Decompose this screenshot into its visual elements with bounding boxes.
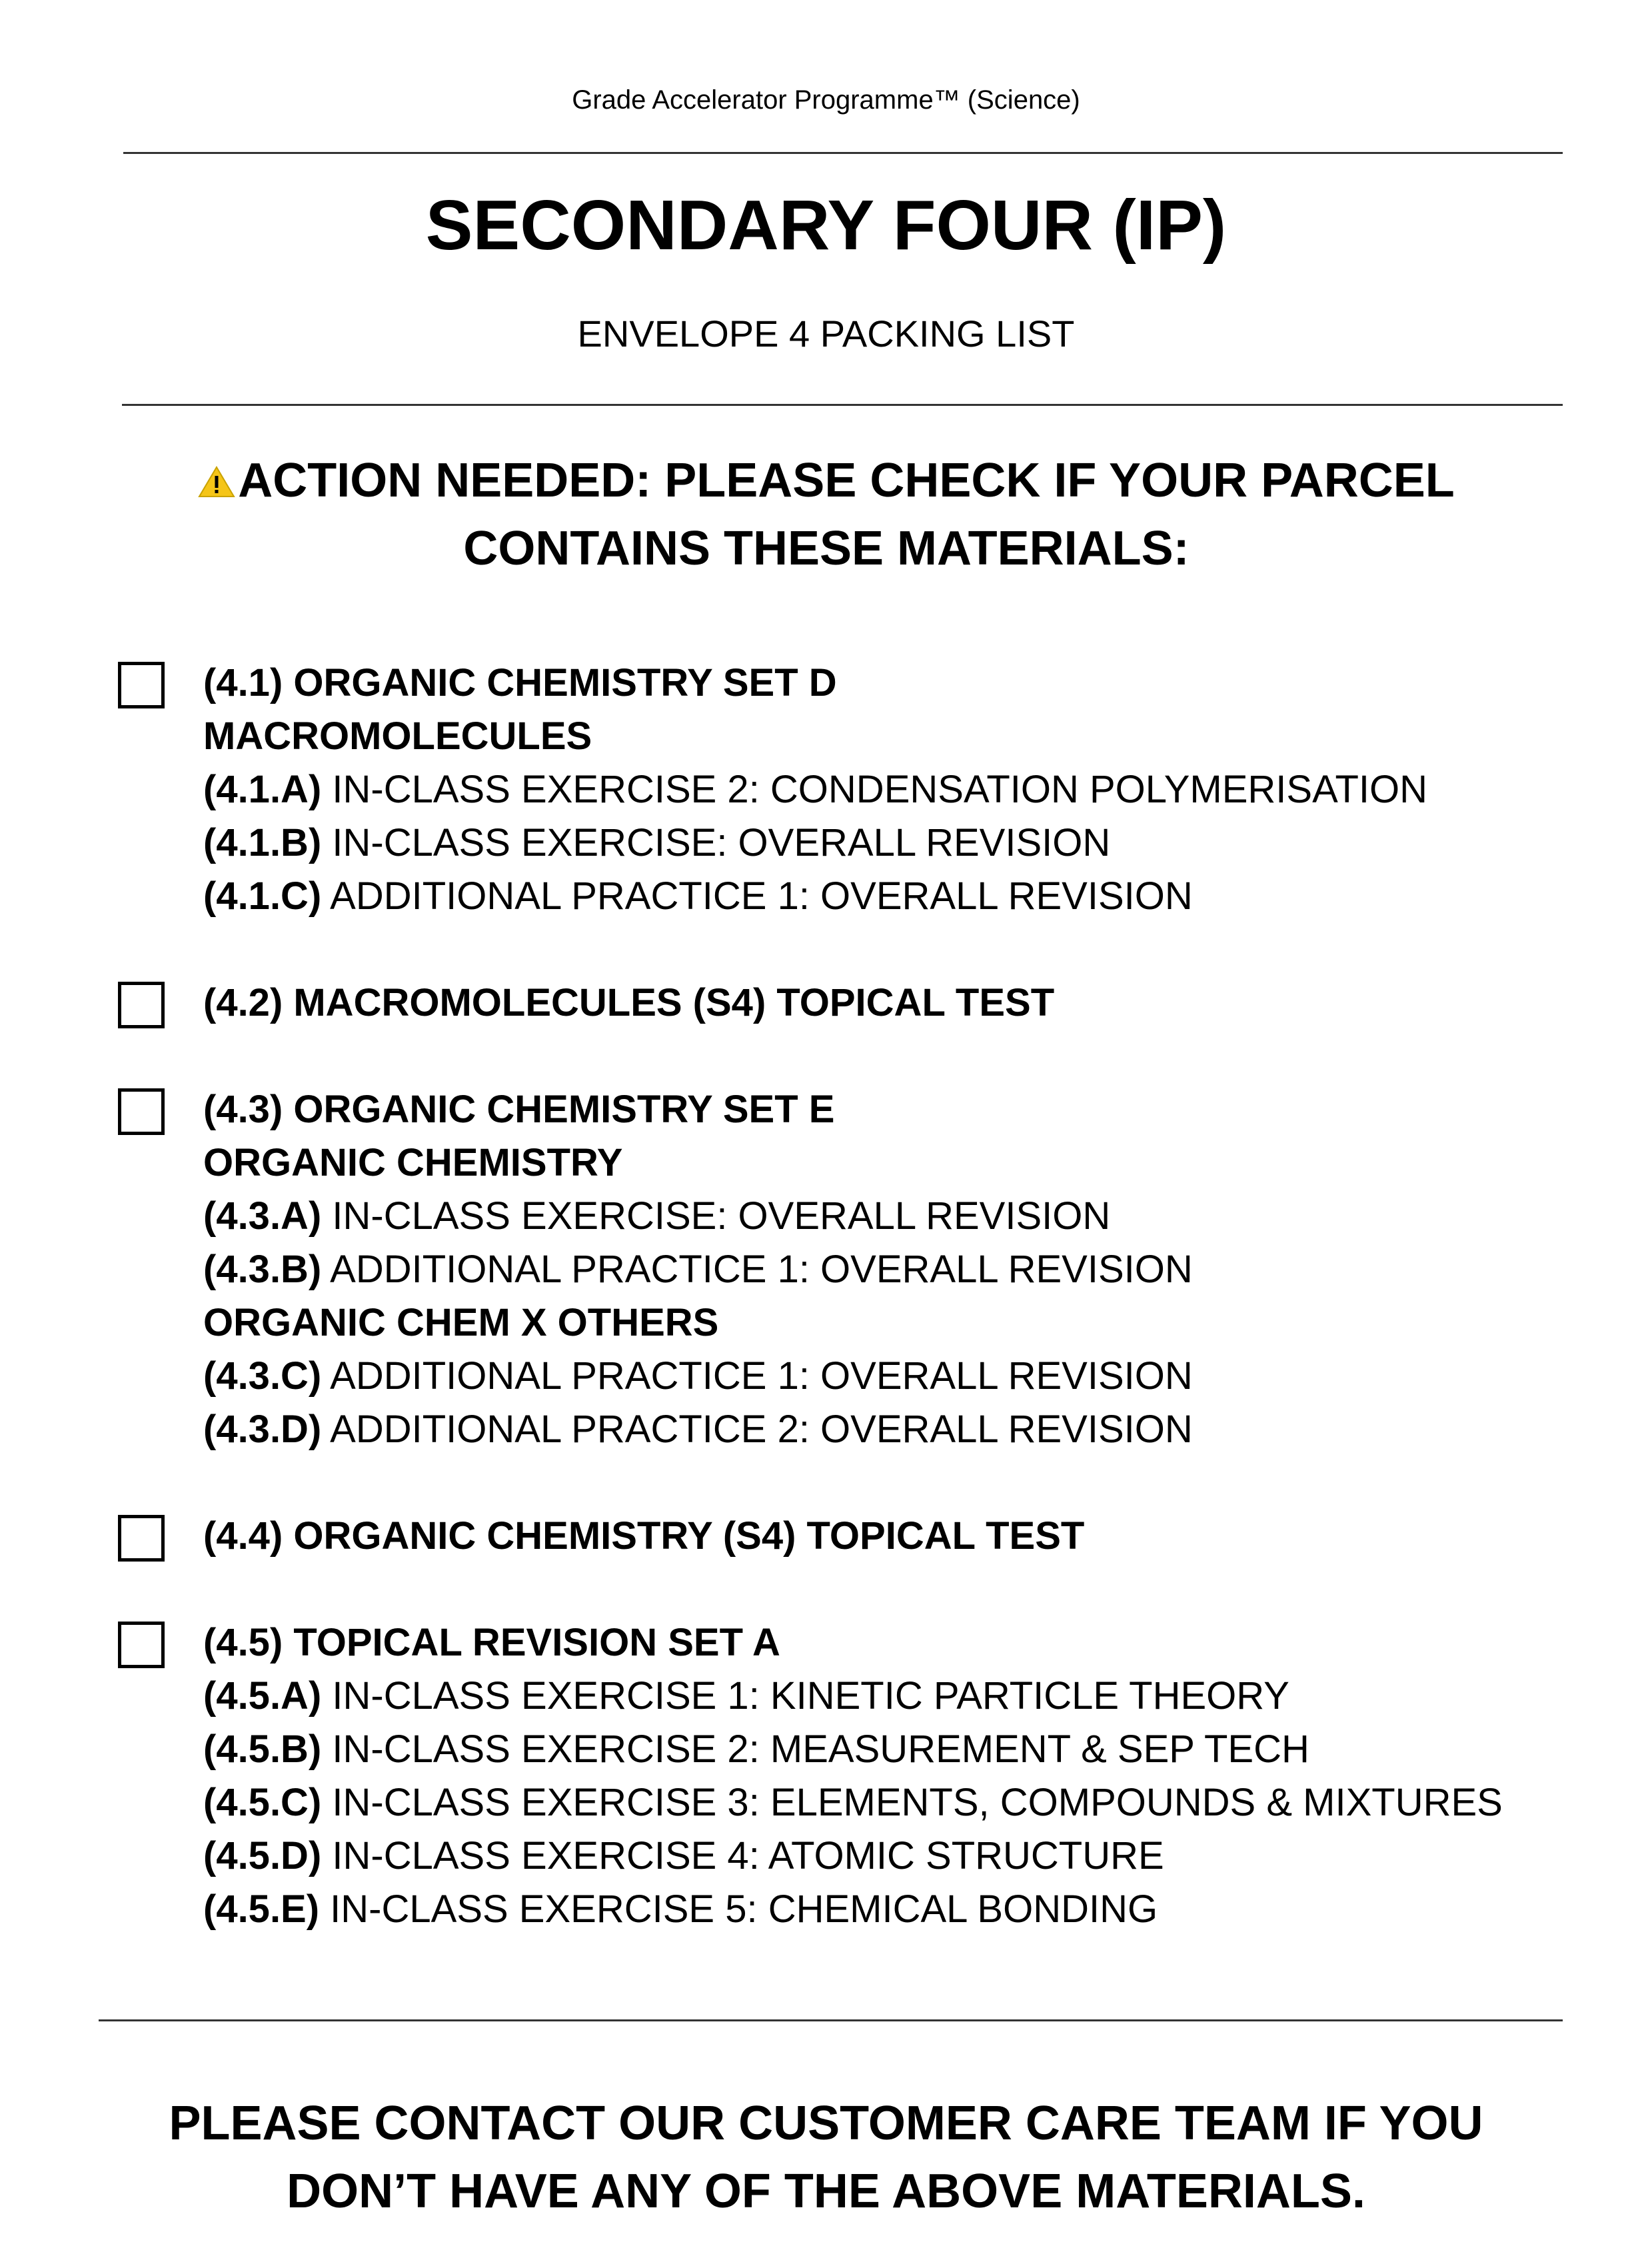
sub-item [203,1723,1652,1776]
sub-item-code: (4.5.A) [203,1674,322,1717]
sub-item-text: IN-CLASS EXERCISE 2: MEASUREMENT & SEP TECH [321,1727,1309,1771]
sub-item [203,816,1652,870]
sub-item-code: (4.5.E) [203,1887,320,1931]
sub-item-text: IN-CLASS EXERCISE 5: CHEMICAL BONDING [319,1887,1158,1931]
action-line-1 [133,447,1519,515]
item-title: (4.3) ORGANIC CHEMISTRY SET E [203,1088,835,1131]
list-item [0,1510,1652,1563]
sub-item-code: (4.1.C) [203,874,322,918]
sub-item-code: (4.5.B) [203,1727,322,1771]
sub-item-code: (4.3.B) [203,1248,322,1291]
item-checkbox[interactable] [118,662,165,708]
item-title: (4.4) ORGANIC CHEMISTRY (S4) TOPICAL TEST [203,1514,1085,1558]
sub-item-code: (4.3.C) [203,1354,322,1398]
item-checkbox[interactable] [118,982,165,1028]
sub-item-text: IN-CLASS EXERCISE: OVERALL REVISION [321,1194,1111,1238]
sub-item-text: ADDITIONAL PRACTICE 2: OVERALL REVISION [321,1408,1193,1451]
sub-item-text: IN-CLASS EXERCISE 2: CONDENSATION POLYMERISATION [321,768,1428,811]
header-divider [123,152,1563,154]
list-item [0,1083,1652,1456]
item-title: (4.1) ORGANIC CHEMISTRY SET D [203,661,837,704]
action-line-1-text: ACTION NEEDED: PLEASE CHECK IF YOUR PARCEL [238,454,1455,507]
action-notice [133,447,1519,582]
sub-item-text: IN-CLASS EXERCISE 1: KINETIC PARTICLE THEORY [321,1674,1289,1717]
item-section: MACROMOLECULES [203,714,592,758]
sub-item-code: (4.3.D) [203,1408,322,1451]
title-divider [122,404,1563,406]
page-subtitle: ENVELOPE 4 PACKING LIST [577,313,1075,355]
item-section: ORGANIC CHEMISTRY [203,1141,623,1184]
warning-icon [198,466,235,498]
sub-item-text: IN-CLASS EXERCISE: OVERALL REVISION [321,821,1111,864]
item-checkbox[interactable] [118,1622,165,1668]
sub-item-code: (4.1.A) [203,768,322,811]
item-checkbox[interactable] [118,1515,165,1562]
item-checkbox[interactable] [118,1088,165,1135]
list-item [0,656,1652,923]
contact-line-1: PLEASE CONTACT OUR CUSTOMER CARE TEAM IF YOU [169,2097,1483,2150]
item-title: (4.2) MACROMOLECULES (S4) TOPICAL TEST [203,981,1055,1024]
sub-item [203,1829,1652,1883]
sub-item-code: (4.3.A) [203,1194,322,1238]
sub-item [203,763,1652,816]
sub-item-code: (4.5.D) [203,1834,322,1877]
sub-item [203,1670,1652,1723]
list-item [0,976,1652,1030]
sub-item [203,1776,1652,1829]
sub-item [203,1403,1652,1456]
sub-item [203,1350,1652,1403]
contact-notice [0,2089,1652,2225]
sub-item [203,1190,1652,1243]
action-line-2: CONTAINS THESE MATERIALS: [463,522,1190,575]
programme-header: Grade Accelerator Programme™ (Science) [572,85,1080,115]
packing-list [0,656,1652,1989]
page-title: SECONDARY FOUR (IP) [425,186,1227,265]
sub-item [203,1883,1652,1936]
contact-line-2: DON’T HAVE ANY OF THE ABOVE MATERIALS. [287,2165,1365,2218]
sub-item-code: (4.5.C) [203,1781,322,1824]
sub-item-text: ADDITIONAL PRACTICE 1: OVERALL REVISION [321,1354,1193,1398]
footer-divider [99,2019,1563,2021]
item-title: (4.5) TOPICAL REVISION SET A [203,1621,780,1664]
item-section: ORGANIC CHEM X OTHERS [203,1301,719,1344]
sub-item [203,1243,1652,1296]
sub-item-text: IN-CLASS EXERCISE 4: ATOMIC STRUCTURE [321,1834,1164,1877]
sub-item-text: ADDITIONAL PRACTICE 1: OVERALL REVISION [321,1248,1193,1291]
list-item [0,1616,1652,1936]
sub-item [203,870,1652,923]
sub-item-code: (4.1.B) [203,821,322,864]
sub-item-text: ADDITIONAL PRACTICE 1: OVERALL REVISION [321,874,1193,918]
sub-item-text: IN-CLASS EXERCISE 3: ELEMENTS, COMPOUNDS & MIXTURES [321,1781,1503,1824]
